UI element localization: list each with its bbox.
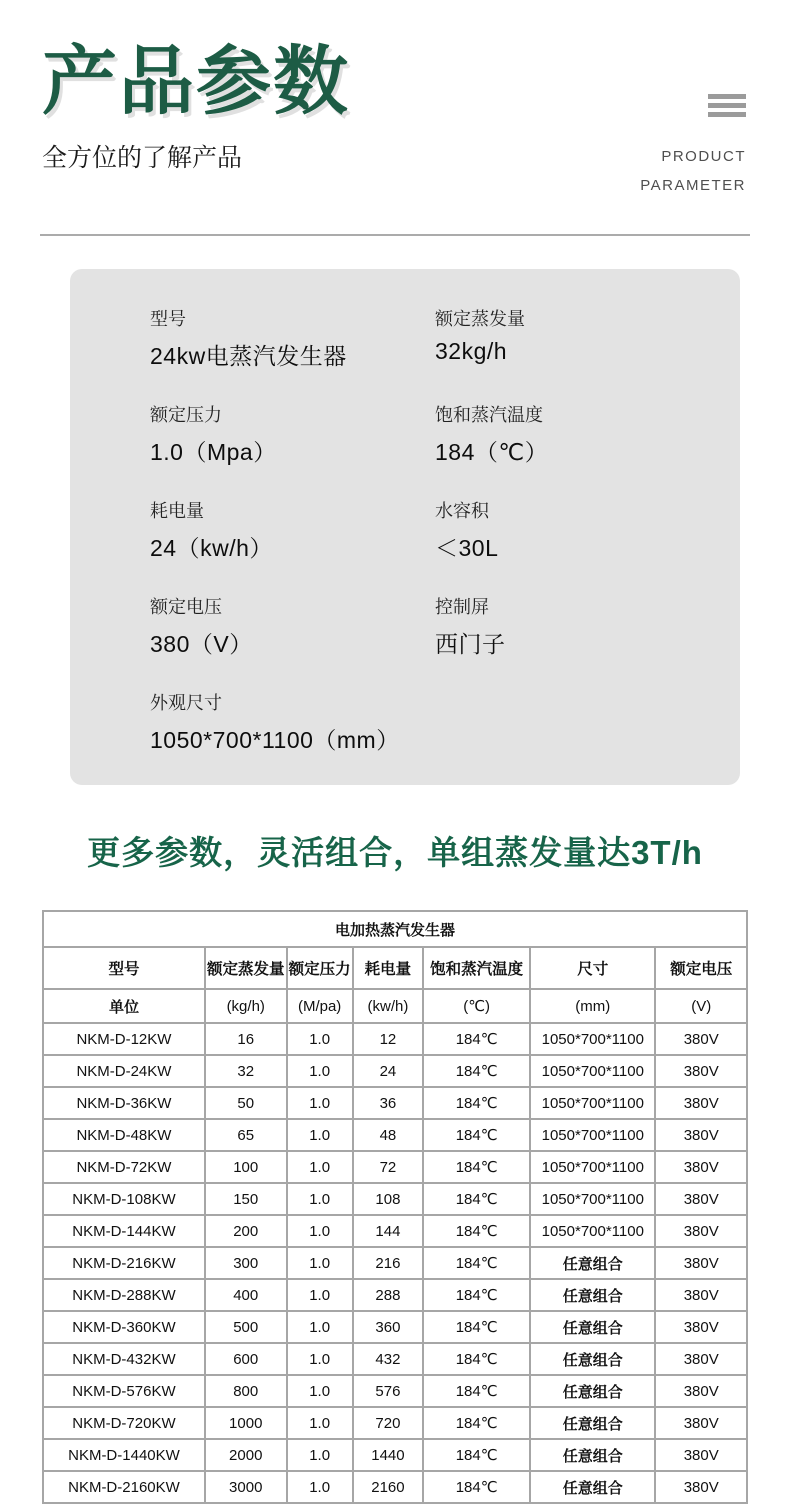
value-cell: 380V <box>655 1375 747 1407</box>
table-row <box>43 1375 747 1407</box>
value-cell: 184℃ <box>423 1247 530 1279</box>
table-row <box>43 1247 747 1279</box>
table-row <box>43 1439 747 1471</box>
menu-icon <box>708 94 746 117</box>
value-cell: 3000 <box>205 1471 287 1503</box>
spec-item <box>150 593 435 659</box>
value-cell: 1.0 <box>287 1087 353 1119</box>
value-cell: 1.0 <box>287 1055 353 1087</box>
spec-value: 1050*700*1100（mm） <box>150 727 400 753</box>
value-cell: 72 <box>353 1151 423 1183</box>
page-header <box>0 0 790 200</box>
column-header: 型号 <box>43 947 205 989</box>
value-cell: 2000 <box>205 1439 287 1471</box>
value-cell: 1050*700*1100 <box>530 1055 655 1087</box>
model-cell: NKM-D-432KW <box>43 1343 205 1375</box>
table-row <box>43 1055 747 1087</box>
table-row <box>43 1087 747 1119</box>
value-cell: 184℃ <box>423 1375 530 1407</box>
value-cell: 184℃ <box>423 1279 530 1311</box>
value-cell: 184℃ <box>423 1343 530 1375</box>
spec-label: 外观尺寸 <box>150 693 222 713</box>
value-cell: 任意组合 <box>530 1407 655 1439</box>
table-row <box>43 1119 747 1151</box>
value-cell: 184℃ <box>423 1439 530 1471</box>
value-cell: 184℃ <box>423 1407 530 1439</box>
value-cell: 1440 <box>353 1439 423 1471</box>
table-title: 电加热蒸汽发生器 <box>43 911 747 947</box>
value-cell: 184℃ <box>423 1055 530 1087</box>
eyebrow-line-2: PARAMETER <box>640 176 746 194</box>
menu-bar <box>708 103 746 108</box>
value-cell: 任意组合 <box>530 1439 655 1471</box>
page-subtitle: 全方位的了解产品 <box>42 143 243 172</box>
value-cell: 1050*700*1100 <box>530 1151 655 1183</box>
value-cell: 380V <box>655 1023 747 1055</box>
value-cell: 200 <box>205 1215 287 1247</box>
value-cell: 1.0 <box>287 1407 353 1439</box>
spec-card <box>70 269 740 785</box>
value-cell: 288 <box>353 1279 423 1311</box>
unit-cell: (kw/h) <box>353 989 423 1023</box>
model-cell: NKM-D-144KW <box>43 1215 205 1247</box>
value-cell: 1050*700*1100 <box>530 1023 655 1055</box>
model-cell: NKM-D-72KW <box>43 1151 205 1183</box>
value-cell: 1.0 <box>287 1375 353 1407</box>
unit-cell: (℃) <box>423 989 530 1023</box>
section-heading: 更多参数，灵活组合，单组蒸发量达3T/h <box>87 834 703 871</box>
value-cell: 184℃ <box>423 1471 530 1503</box>
value-cell: 144 <box>353 1215 423 1247</box>
model-cell: NKM-D-108KW <box>43 1183 205 1215</box>
column-header: 耗电量 <box>353 947 423 989</box>
spec-item <box>150 497 435 563</box>
value-cell: 50 <box>205 1087 287 1119</box>
model-cell: NKM-D-216KW <box>43 1247 205 1279</box>
header-divider <box>40 234 750 236</box>
column-header: 饱和蒸汽温度 <box>423 947 530 989</box>
spec-value: 1.0（Mpa） <box>150 439 277 465</box>
table-row <box>43 1023 747 1055</box>
value-cell: 500 <box>205 1311 287 1343</box>
value-cell: 1.0 <box>287 1151 353 1183</box>
value-cell: 184℃ <box>423 1311 530 1343</box>
model-cell: NKM-D-48KW <box>43 1119 205 1151</box>
value-cell: 1.0 <box>287 1311 353 1343</box>
unit-cell: (mm) <box>530 989 655 1023</box>
value-cell: 380V <box>655 1311 747 1343</box>
value-cell: 16 <box>205 1023 287 1055</box>
value-cell: 任意组合 <box>530 1279 655 1311</box>
table-body <box>43 1023 747 1503</box>
eyebrow-line-1: PRODUCT <box>661 148 746 165</box>
value-cell: 1.0 <box>287 1247 353 1279</box>
parameters-table <box>42 910 748 1504</box>
unit-cell: (M/pa) <box>287 989 353 1023</box>
table-row <box>43 1343 747 1375</box>
value-cell: 1050*700*1100 <box>530 1087 655 1119</box>
value-cell: 380V <box>655 1119 747 1151</box>
model-cell: NKM-D-1440KW <box>43 1439 205 1471</box>
value-cell: 任意组合 <box>530 1471 655 1503</box>
value-cell: 任意组合 <box>530 1247 655 1279</box>
value-cell: 380V <box>655 1343 747 1375</box>
spec-item <box>150 305 435 371</box>
value-cell: 184℃ <box>423 1215 530 1247</box>
value-cell: 任意组合 <box>530 1343 655 1375</box>
value-cell: 2160 <box>353 1471 423 1503</box>
model-cell: NKM-D-360KW <box>43 1311 205 1343</box>
page-title: 产品参数 <box>42 39 351 123</box>
spec-label: 额定电压 <box>150 597 222 617</box>
value-cell: 1000 <box>205 1407 287 1439</box>
value-cell: 1050*700*1100 <box>530 1183 655 1215</box>
table-row <box>43 1215 747 1247</box>
value-cell: 184℃ <box>423 1087 530 1119</box>
value-cell: 380V <box>655 1087 747 1119</box>
unit-label-cell: 单位 <box>43 989 205 1023</box>
model-cell: NKM-D-2160KW <box>43 1471 205 1503</box>
column-header: 尺寸 <box>530 947 655 989</box>
spec-value: 西门子 <box>435 631 506 657</box>
model-cell: NKM-D-12KW <box>43 1023 205 1055</box>
table-row <box>43 1151 747 1183</box>
value-cell: 432 <box>353 1343 423 1375</box>
value-cell: 300 <box>205 1247 287 1279</box>
spec-item <box>435 497 720 563</box>
value-cell: 576 <box>353 1375 423 1407</box>
value-cell: 800 <box>205 1375 287 1407</box>
value-cell: 任意组合 <box>530 1375 655 1407</box>
table-row <box>43 1311 747 1343</box>
spec-item <box>435 305 720 371</box>
value-cell: 1.0 <box>287 1439 353 1471</box>
value-cell: 380V <box>655 1407 747 1439</box>
value-cell: 1.0 <box>287 1471 353 1503</box>
table-row <box>43 1279 747 1311</box>
value-cell: 380V <box>655 1151 747 1183</box>
spec-value: 380（V） <box>150 631 253 657</box>
value-cell: 184℃ <box>423 1183 530 1215</box>
model-cell: NKM-D-576KW <box>43 1375 205 1407</box>
header-left <box>42 39 351 174</box>
spec-label: 耗电量 <box>150 501 204 521</box>
value-cell: 216 <box>353 1247 423 1279</box>
column-header: 额定电压 <box>655 947 747 989</box>
spec-value: 32kg/h <box>435 338 508 364</box>
value-cell: 184℃ <box>423 1119 530 1151</box>
value-cell: 184℃ <box>423 1151 530 1183</box>
value-cell: 1.0 <box>287 1119 353 1151</box>
value-cell: 65 <box>205 1119 287 1151</box>
table-row <box>43 1471 747 1503</box>
value-cell: 1.0 <box>287 1023 353 1055</box>
table-row <box>43 1183 747 1215</box>
value-cell: 任意组合 <box>530 1311 655 1343</box>
column-header: 额定蒸发量 <box>205 947 287 989</box>
value-cell: 24 <box>353 1055 423 1087</box>
spec-label: 额定蒸发量 <box>435 309 525 329</box>
spec-item <box>435 401 720 467</box>
value-cell: 1.0 <box>287 1279 353 1311</box>
spec-label: 额定压力 <box>150 405 222 425</box>
value-cell: 184℃ <box>423 1023 530 1055</box>
value-cell: 108 <box>353 1183 423 1215</box>
table-title-row <box>43 911 747 947</box>
spec-value: 24（kw/h） <box>150 535 273 561</box>
table-header-row <box>43 947 747 989</box>
value-cell: 380V <box>655 1439 747 1471</box>
value-cell: 1.0 <box>287 1183 353 1215</box>
spec-value: 24kw电蒸汽发生器 <box>150 343 347 369</box>
menu-bar <box>708 94 746 99</box>
spec-label: 饱和蒸汽温度 <box>435 405 543 425</box>
spec-label: 控制屏 <box>435 597 489 617</box>
value-cell: 1050*700*1100 <box>530 1119 655 1151</box>
value-cell: 1.0 <box>287 1343 353 1375</box>
value-cell: 380V <box>655 1055 747 1087</box>
unit-cell: (V) <box>655 989 747 1023</box>
value-cell: 1.0 <box>287 1215 353 1247</box>
value-cell: 400 <box>205 1279 287 1311</box>
table-unit-row <box>43 989 747 1023</box>
spec-item <box>150 401 435 467</box>
value-cell: 380V <box>655 1247 747 1279</box>
value-cell: 12 <box>353 1023 423 1055</box>
value-cell: 1050*700*1100 <box>530 1215 655 1247</box>
model-cell: NKM-D-24KW <box>43 1055 205 1087</box>
eyebrow-text <box>640 143 746 200</box>
value-cell: 720 <box>353 1407 423 1439</box>
spec-item <box>435 593 720 659</box>
column-header: 额定压力 <box>287 947 353 989</box>
value-cell: 360 <box>353 1311 423 1343</box>
value-cell: 600 <box>205 1343 287 1375</box>
model-cell: NKM-D-288KW <box>43 1279 205 1311</box>
table-row <box>43 1407 747 1439</box>
value-cell: 380V <box>655 1279 747 1311</box>
value-cell: 48 <box>353 1119 423 1151</box>
unit-cell: (kg/h) <box>205 989 287 1023</box>
value-cell: 150 <box>205 1183 287 1215</box>
value-cell: 36 <box>353 1087 423 1119</box>
spec-label: 水容积 <box>435 501 489 521</box>
spec-value: 184（℃） <box>435 439 549 465</box>
value-cell: 380V <box>655 1215 747 1247</box>
spec-value: ＜30L <box>435 535 499 561</box>
model-cell: NKM-D-720KW <box>43 1407 205 1439</box>
value-cell: 380V <box>655 1471 747 1503</box>
value-cell: 100 <box>205 1151 287 1183</box>
spec-item <box>150 689 435 755</box>
model-cell: NKM-D-36KW <box>43 1087 205 1119</box>
value-cell: 32 <box>205 1055 287 1087</box>
header-right <box>640 42 746 200</box>
spec-label: 型号 <box>150 309 186 329</box>
value-cell: 380V <box>655 1183 747 1215</box>
menu-bar <box>708 112 746 117</box>
